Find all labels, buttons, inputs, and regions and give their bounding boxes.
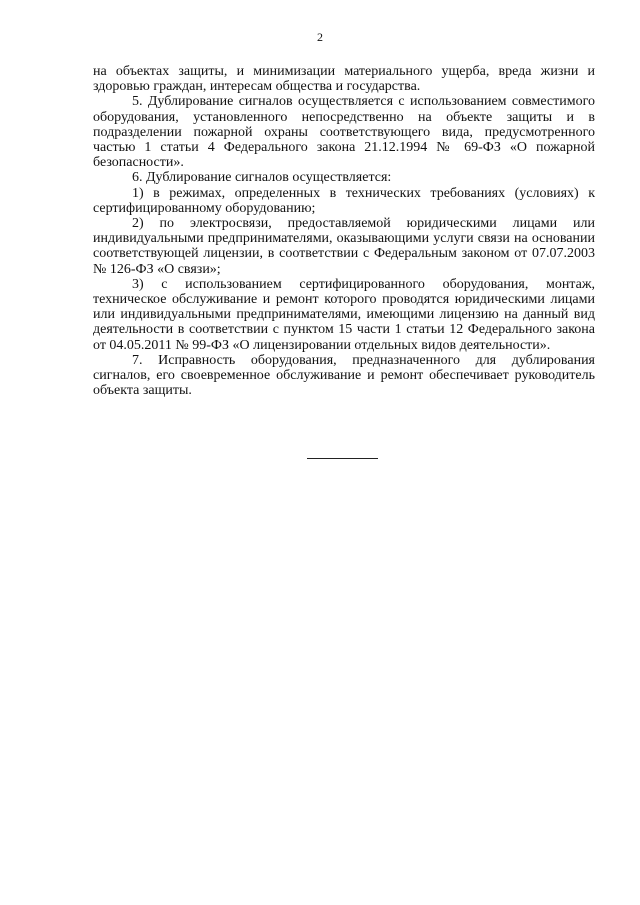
paragraph-item-7: 7. Исправность оборудования, предназначенного для дублирования сигналов, его своевременное обслуживание и ремонт обеспечивает руководитель объекта защиты.: [93, 352, 595, 399]
paragraph-item-5: 5. Дублирование сигналов осуществляется с использованием совместимого оборудования, установленного непосредственно на объекте защиты и в подразделении пожарной охраны соответствующего вида, предусмотренного частью 1 статьи 4 Федерального закона 21.12.1994 № 69-ФЗ «О пожарной безопасности».: [93, 94, 595, 171]
paragraph-subitem-1: 1) в режимах, определенных в технических требованиях (условиях) к сертифицированному оборудованию;: [93, 185, 595, 216]
paragraph-subitem-2: 2) по электросвязи, предоставляемой юридическими лицами или индивидуальными предпринимателями, оказывающими услуги связи на основании соответствующей лицензии, в соответствии с Федеральным законом от 07.07.2003 № 126-ФЗ «О связи»;: [93, 216, 595, 277]
paragraph-continuation: на объектах защиты, и минимизации материального ущерба, вреда жизни и здоровью граждан, интересам общества и государства.: [93, 64, 595, 95]
page-number: 2: [317, 30, 323, 44]
paragraph-item-6: 6. Дублирование сигналов осуществляется:: [132, 170, 392, 186]
end-of-document-rule: [307, 458, 378, 459]
document-body: [93, 64, 595, 398]
paragraph-subitem-3: 3) с использованием сертифицированного оборудования, монтаж, техническое обслуживание и ремонт которого проводятся юридическими лицами или индивидуальными предпринимателями, имеющими лицензию на данный вид деятельности в соответствии с пунктом 15 части 1 статьи 12 Федерального закона от 04.05.2011 № 99-ФЗ «О лицензировании отдельных видов деятельности».: [93, 276, 595, 353]
